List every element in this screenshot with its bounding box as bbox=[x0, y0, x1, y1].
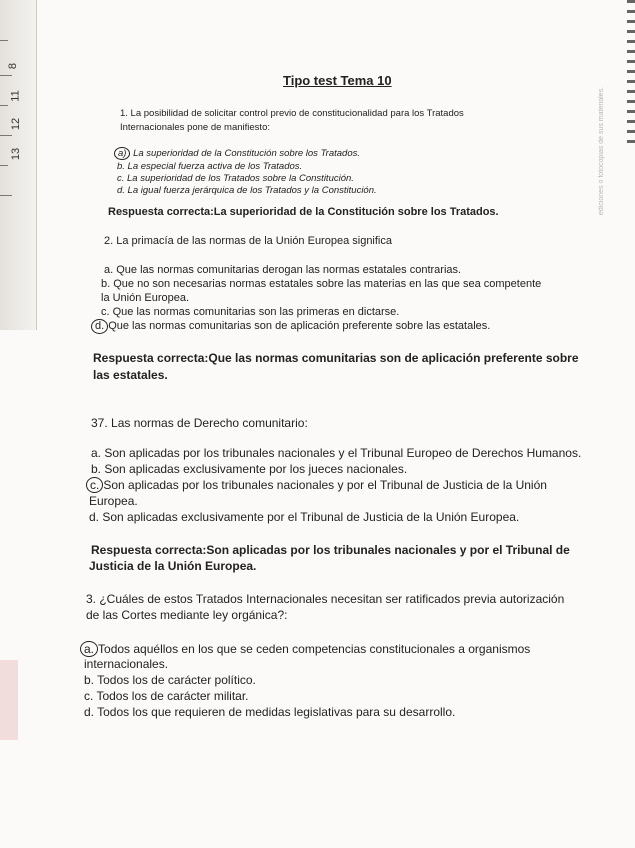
binding-spiral bbox=[627, 0, 635, 150]
ruler-tick bbox=[0, 195, 12, 196]
ruler-tick bbox=[0, 165, 8, 166]
ruler-number: 13 bbox=[10, 147, 23, 161]
q2-answer-line1: Respuesta correcta:Que las normas comunitarias son de aplicación preferente sobre bbox=[93, 351, 579, 365]
q37-stem: 37. Las normas de Derecho comunitario: bbox=[91, 416, 308, 430]
q2-option-b-line2: la Unión Europea. bbox=[101, 292, 190, 304]
page-title: Tipo test Tema 10 bbox=[283, 73, 392, 88]
q2-option-b-line1: b. Que no son necesarias normas estatales sobre las materias en las que sea competente bbox=[101, 278, 542, 290]
ruler-tick bbox=[0, 40, 8, 41]
q1-option-c: c. La superioridad de los Tratados sobre la Constitución. bbox=[117, 173, 354, 184]
q37-option-c-text: Son aplicadas por los tribunales nacionales y por el Tribunal de Justicia de la Unión bbox=[103, 478, 547, 492]
ruler-tick bbox=[0, 135, 12, 136]
q37-answer-line2: Justicia de la Unión Europea. bbox=[89, 559, 257, 573]
q1-answer-label: Respuesta correcta: bbox=[108, 206, 214, 218]
q37-option-a: a. Son aplicadas por los tribunales nacionales y el Tribunal Europeo de Derechos Humanos. bbox=[91, 446, 582, 460]
q2-stem: 2. La primacía de las normas de la Unión Europea significa bbox=[104, 235, 392, 247]
ruler-number: 8 bbox=[7, 62, 20, 70]
q1-stem-line1: 1. La posibilidad de solicitar control previo de constitucionalidad para los Tratados bbox=[120, 108, 464, 119]
q1-option-a bbox=[114, 147, 360, 160]
q37-answer-line1: Respuesta correcta:Son aplicadas por los tribunales nacionales y por el Tribunal de bbox=[91, 543, 570, 557]
ruler-margin bbox=[0, 0, 37, 330]
q3-option-d: d. Todos los que requieren de medidas legislativas para su desarrollo. bbox=[84, 705, 456, 719]
q2-option-a: a. Que las normas comunitarias derogan las normas estatales contrarias. bbox=[104, 264, 462, 276]
ruler-number: 12 bbox=[10, 117, 23, 131]
q3-option-a-text: Todos aquéllos en los que se ceden competencias constitucionales a organismos bbox=[98, 642, 531, 656]
q37-option-c-line1 bbox=[86, 477, 547, 493]
q1-answer bbox=[108, 206, 499, 219]
q1-option-a-text: La superioridad de la Constitución sobre los Tratados. bbox=[133, 148, 360, 159]
answer-circle-mark: a) bbox=[114, 147, 130, 160]
q2-option-d bbox=[91, 319, 490, 334]
q37-option-b: b. Son aplicadas exclusivamente por los jueces nacionales. bbox=[91, 462, 408, 476]
answer-circle-mark: c. bbox=[86, 477, 103, 493]
q37-option-c-line2: Europea. bbox=[89, 494, 138, 508]
q2-option-c: c. Que las normas comunitarias son las primeras en dictarse. bbox=[101, 306, 400, 318]
q1-option-b: b. La especial fuerza activa de los Tratados. bbox=[117, 161, 303, 172]
q3-stem-line2: de las Cortes mediante ley orgánica?: bbox=[86, 608, 288, 622]
q2-option-d-text: Que las normas comunitarias son de aplicación preferente sobre las estatales. bbox=[108, 320, 491, 332]
page-shadow bbox=[0, 660, 18, 740]
ruler-number: 11 bbox=[9, 90, 22, 102]
q2-answer-line2: las estatales. bbox=[93, 368, 168, 382]
ruler-tick bbox=[0, 75, 12, 76]
answer-circle-mark: a. bbox=[80, 641, 98, 657]
q3-option-b: b. Todos los de carácter político. bbox=[84, 673, 256, 687]
q3-option-a-line1 bbox=[80, 641, 530, 657]
q1-option-d: d. La igual fuerza jerárquica de los Tratados y la Constitución. bbox=[117, 185, 377, 196]
q37-option-d: d. Son aplicadas exclusivamente por el Tribunal de Justicia de la Unión Europea. bbox=[89, 510, 520, 524]
answer-circle-mark: d. bbox=[91, 319, 108, 334]
q3-option-c: c. Todos los de carácter militar. bbox=[84, 689, 249, 703]
q1-answer-text: La superioridad de la Constitución sobre los Tratados. bbox=[213, 206, 499, 218]
side-watermark: ediciones o fotocopias de sus materiales. bbox=[598, 86, 605, 215]
q3-stem-line1: 3. ¿Cuáles de estos Tratados Internacionales necesitan ser ratificados previa autorización bbox=[86, 592, 565, 606]
q1-stem-line2: Internacionales pone de manifiesto: bbox=[120, 122, 270, 133]
q3-option-a-line2: internacionales. bbox=[84, 657, 169, 671]
ruler-tick bbox=[0, 105, 8, 106]
